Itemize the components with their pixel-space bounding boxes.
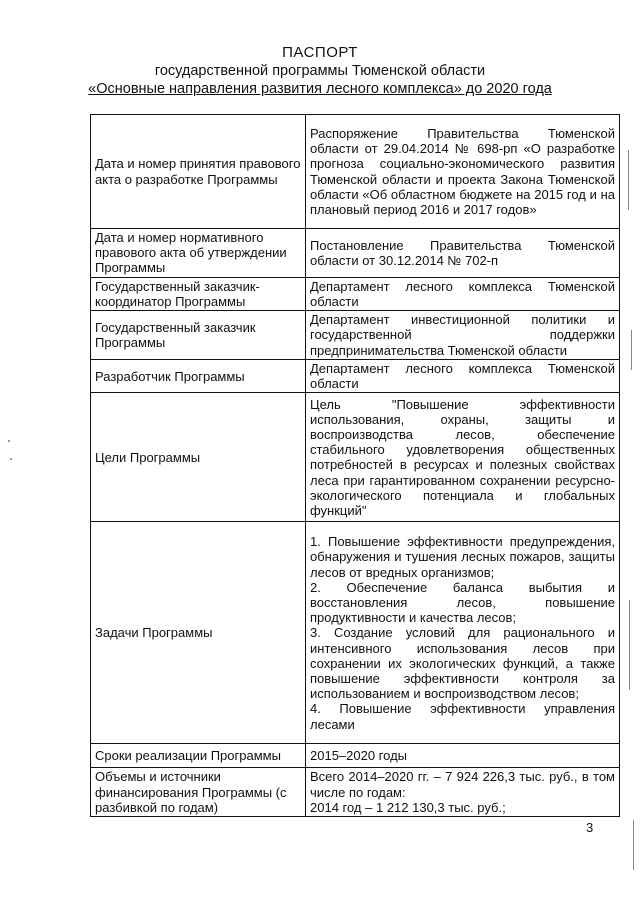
passport-subtitle: государственной программы Тюменской области	[154, 63, 486, 79]
value-paragraph: Всего 2014–2020 гг. – 7 924 226,3 тыс. руб., в том числе по годам:	[310, 769, 615, 800]
table-row	[91, 522, 620, 744]
scan-artifact	[628, 150, 629, 210]
value-paragraph: Цель "Повышение эффективности использования, охраны, защиты и воспроизводства лесов, обеспечение стабильного удовлетворения общественных потребностей в ресурсах и полезных свойствах леса при гарантированном сохранении ресурсно-экологического потенциала и глобальных функций"	[310, 396, 615, 519]
row-value	[306, 768, 620, 817]
row-label: Дата и номер принятия правового акта о разработке Программы	[91, 115, 306, 229]
value-paragraph: 2014 год – 1 212 130,3 тыс. руб.;	[310, 799, 506, 815]
table-row	[91, 229, 620, 278]
table-row	[91, 115, 620, 229]
scan-artifact	[633, 820, 634, 870]
row-value	[306, 115, 620, 229]
passport-title: ПАСПОРТ	[282, 44, 358, 61]
row-value	[306, 311, 620, 360]
row-value	[306, 744, 620, 768]
task-item: 2. Обеспечение баланса выбытия и восстановления лесов, повышение продуктивности и качества лесов;	[310, 579, 615, 626]
table-row	[91, 311, 620, 360]
row-value	[306, 229, 620, 278]
document-header	[0, 44, 640, 98]
program-name: «Основные направления развития лесного комплекса» до 2020 года	[88, 81, 552, 97]
row-label: Объемы и источники финансирования Программы (с разбивкой по годам)	[91, 768, 306, 817]
row-label: Сроки реализации Программы	[91, 744, 306, 768]
value-paragraph: Распоряжение Правительства Тюменской области от 29.04.2014 № 698-рп «О разработке прогноза социально-экономического развития Тюменской области и проекта Закона Тюменской области «Об областном бюджете на 2015 год и на плановый период 2016 и 2017 годов»	[310, 125, 615, 217]
row-value	[306, 360, 620, 393]
passport-table	[90, 114, 620, 817]
scan-artifact	[631, 330, 632, 370]
row-value	[306, 393, 620, 522]
value-paragraph: Департамент лесного комплекса Тюменской области	[310, 278, 615, 309]
value-paragraph: Департамент инвестиционной политики и государственной поддержки предпринимательства Тюменской области	[310, 312, 615, 358]
row-label: Государственный заказчик-координатор Программы	[91, 277, 306, 310]
row-label: Государственный заказчик Программы	[91, 311, 306, 360]
scan-artifact	[10, 458, 12, 460]
task-item: 1. Повышение эффективности предупреждения, обнаружения и тушения лесных пожаров, защиты лесов от вредных организмов;	[310, 534, 615, 580]
value-paragraph: Департамент лесного комплекса Тюменской области	[310, 361, 615, 392]
table-row	[91, 744, 620, 768]
row-value	[306, 277, 620, 310]
scan-artifact	[8, 440, 10, 442]
task-item: 3. Создание условий для рационального и интенсивного использования лесов при сохранении их экологических функций, а также повышение эффективности контроля за использованием и воспроизводством лесов;	[310, 625, 615, 702]
row-label: Дата и номер нормативного правового акта об утверждении Программы	[91, 229, 306, 278]
row-value	[306, 522, 620, 744]
value-paragraph: Постановление Правительства Тюменской области от 30.12.2014 № 702-п	[310, 237, 615, 268]
table-row	[91, 360, 620, 393]
value-paragraph: 2015–2020 годы	[310, 748, 408, 764]
table-row	[91, 277, 620, 310]
task-item: 4. Повышение эффективности управления лесами	[310, 701, 615, 732]
table-row	[91, 393, 620, 522]
page-number: 3	[586, 820, 594, 835]
row-label: Цели Программы	[91, 393, 306, 522]
scan-artifact	[629, 600, 630, 690]
row-label: Задачи Программы	[91, 522, 306, 744]
table-row	[91, 768, 620, 817]
row-label: Разработчик Программы	[91, 360, 306, 393]
